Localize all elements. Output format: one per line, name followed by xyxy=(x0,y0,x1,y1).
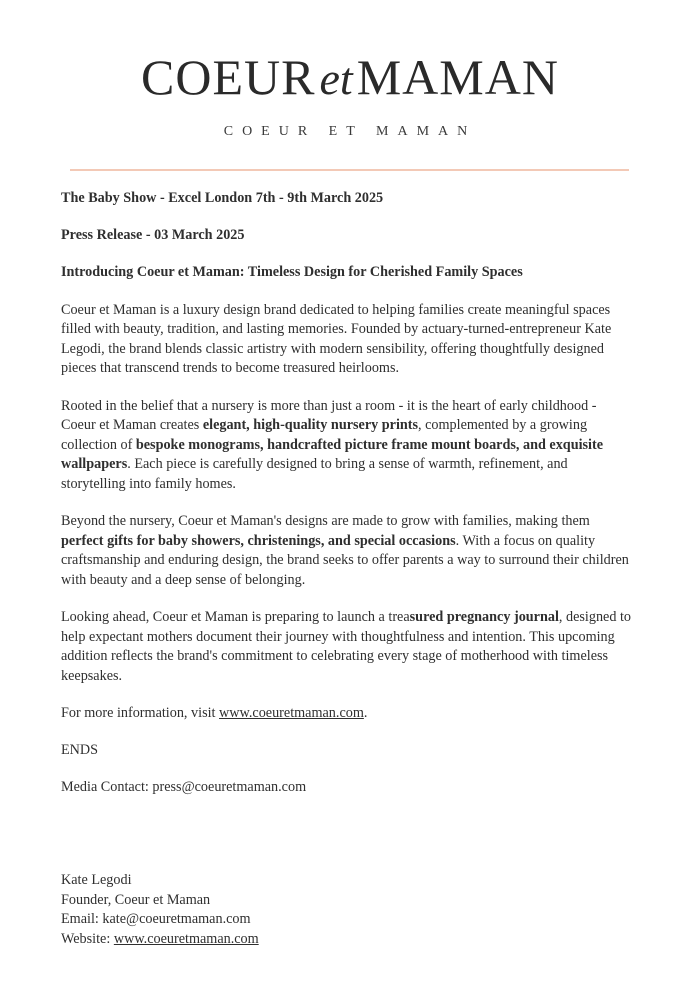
signature-email: Email: kate@coeuretmaman.com xyxy=(61,911,251,928)
paragraph-intro: Coeur et Maman is a luxury design brand dedicated to helping families create meaningful spaces filled with beauty, tradition, and lasting memories. Founded by actuary-turned-entrepreneur Kate Legodi, the brand blends classic artistry with modern sensibility, offering thoughtfully designed pieces that transcend trends to become treasured heirlooms. xyxy=(61,301,612,377)
bold-span: sured pregnancy journal xyxy=(409,609,559,626)
text-span: Beyond the nursery, Coeur et Maman's designs are made to grow with families, making them xyxy=(61,513,590,530)
text-span: . Each piece is carefully designed to bring a sense of warmth, refinement, and storytelling into family homes. xyxy=(61,456,568,492)
signature-block xyxy=(61,871,259,949)
release-body xyxy=(61,189,633,816)
logo-wordmark xyxy=(0,48,700,106)
logo-right-word: MAMAN xyxy=(356,49,559,105)
website-link[interactable]: www.coeuretmaman.com xyxy=(219,705,364,722)
media-contact: Media Contact: press@coeuretmaman.com xyxy=(61,779,307,796)
signature-website xyxy=(61,930,259,950)
ends-marker: ENDS xyxy=(61,742,99,759)
bold-span: bespoke monograms, handcrafted picture frame mount boards, and exquisite wallpapers xyxy=(61,436,604,473)
text-span: , designed to help expectant mothers document their journey with thoughtfulness and intention. This upcoming addition reflects the brand's commitment to celebrating every stage of motherhood with timeless keepsakes. xyxy=(61,609,632,684)
signature-website-link[interactable]: www.coeuretmaman.com xyxy=(113,930,259,947)
text-span: . With a focus on quality craftsmanship and enduring design, the brand seeks to offer parents a way to surround their children with beauty and a deep sense of belonging. xyxy=(61,532,629,588)
paragraph-gifts xyxy=(61,512,633,590)
text-span: . xyxy=(363,705,368,722)
bold-span: perfect gifts for baby showers, christenings, and special occasions xyxy=(61,532,456,549)
release-date-line: Press Release - 03 March 2025 xyxy=(61,227,245,244)
text-span: Rooted in the belief that a nursery is more than just a room - it is the heart of early childhood - Coeur et Maman creates xyxy=(61,397,597,434)
header-divider xyxy=(70,169,629,171)
text-span: For more information, visit xyxy=(61,705,220,722)
text-span: Looking ahead, Coeur et Maman is preparing to launch a trea xyxy=(61,609,410,626)
bold-span: elegant, high-quality nursery prints xyxy=(202,417,419,434)
event-line: The Baby Show - Excel London 7th - 9th March 2025 xyxy=(61,190,384,206)
logo-left-word: COEUR xyxy=(141,49,316,105)
logo-script-word: et xyxy=(319,53,353,104)
signature-role: Founder, Coeur et Maman xyxy=(61,891,211,908)
paragraph-journal xyxy=(61,608,633,686)
brand-logo xyxy=(0,38,700,110)
more-info-line xyxy=(61,704,633,724)
signature-name: Kate Legodi xyxy=(61,872,132,888)
paragraph-nursery xyxy=(61,397,633,495)
headline: Introducing Coeur et Maman: Timeless Design for Cherished Family Spaces xyxy=(61,264,523,281)
logo-subtitle: COEUR ET MAMAN xyxy=(223,124,477,139)
text-span: Website: xyxy=(61,930,114,947)
text-span: , complemented by a growing collection of xyxy=(61,417,588,453)
